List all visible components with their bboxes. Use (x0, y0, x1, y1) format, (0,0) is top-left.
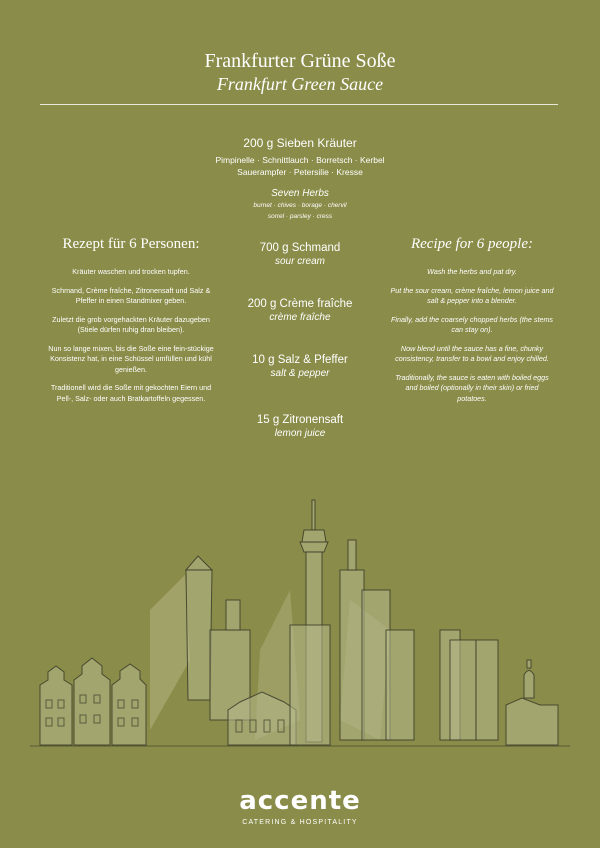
page-subtitle: Frankfurt Green Sauce (216, 74, 384, 94)
recipe-step-de: Zuletzt die grob vorgehackten Kräuter dazugeben (Stiele dürfen ruhig dran bleiben). (52, 314, 210, 334)
ingredient-item (220, 354, 380, 379)
herbs-title-en: Seven Herbs (271, 188, 329, 199)
herbs-title-de: 200 g Sieben Kräuter (243, 136, 357, 150)
recipe-german (48, 236, 214, 412)
ingredient-item (220, 298, 380, 323)
accente-logo: accente (239, 786, 361, 816)
recipe-step-de: Kräuter waschen und trocken tupfen. (72, 267, 190, 276)
ingredient-name: 15 g Zitronensaft (256, 414, 344, 426)
title-divider (40, 104, 558, 105)
ingredient-item (220, 242, 380, 267)
ingredient-translation: lemon juice (274, 428, 326, 439)
herbs-list-en-1: burnet · chives · borage · chervil (253, 202, 347, 209)
ingredient-name: 200 g Crème fraîche (247, 298, 353, 310)
recipe-step-de: Traditionell wird die Soße mit gekochten Eiern und Pell-, Salz- oder auch Bratkartoffeln gegessen. (50, 383, 212, 403)
recipe-step-de: Nun so lange mixen, bis die Soße eine fein-stückige Konsistenz hat, in eine Schüssel umfüllen und kühl genießen. (48, 343, 214, 374)
recipe-heading-en: Recipe for 6 people: (410, 236, 534, 252)
recipe-step-en: Wash the herbs and pat dry. (427, 267, 517, 276)
herbs-list-en-2: sorrel · parsley · cress (267, 213, 333, 220)
ingredient-translation: sour cream (274, 256, 325, 267)
recipe-step-en: Now blend until the sauce has a fine, chunky consistency, transfer to a bowl and enjoy chilled. (395, 343, 549, 363)
ingredient-item (220, 414, 380, 439)
recipe-english (390, 236, 554, 412)
herbs-block (0, 136, 600, 221)
recipe-step-en: Finally, add the coarsely chopped herbs (the stems can stay on). (390, 314, 554, 334)
herbs-list-de-1: Pimpinelle · Schnittlauch · Borretsch · Kerbel (215, 155, 385, 165)
ingredient-translation: salt & pepper (270, 368, 330, 379)
frankfurt-skyline-illustration (0, 480, 600, 770)
ingredient-name: 10 g Salz & Pfeffer (252, 354, 348, 366)
ingredient-translation: crème fraîche (269, 312, 331, 323)
ingredient-name: 700 g Schmand (259, 242, 341, 254)
recipe-step-en: Put the sour cream, crème fraîche, lemon juice and salt & pepper into a blender. (390, 285, 554, 305)
recipe-step-en: Traditionally, the sauce is eaten with boiled eggs and boiled (optionally in their skin) or fried potatoes. (395, 372, 549, 403)
page-title: Frankfurter Grüne Soße (204, 50, 396, 72)
recipe-heading-de: Rezept für 6 Personen: (62, 236, 200, 252)
recipe-step-de: Schmand, Crème fraîche, Zitronensaft und Salz & Pfeffer in einen Standmixer geben. (51, 285, 211, 305)
brand-tagline: CATERING & HOSPITALITY (242, 819, 358, 826)
herbs-list-de-2: Sauerampfer · Petersilie · Kresse (237, 167, 363, 177)
